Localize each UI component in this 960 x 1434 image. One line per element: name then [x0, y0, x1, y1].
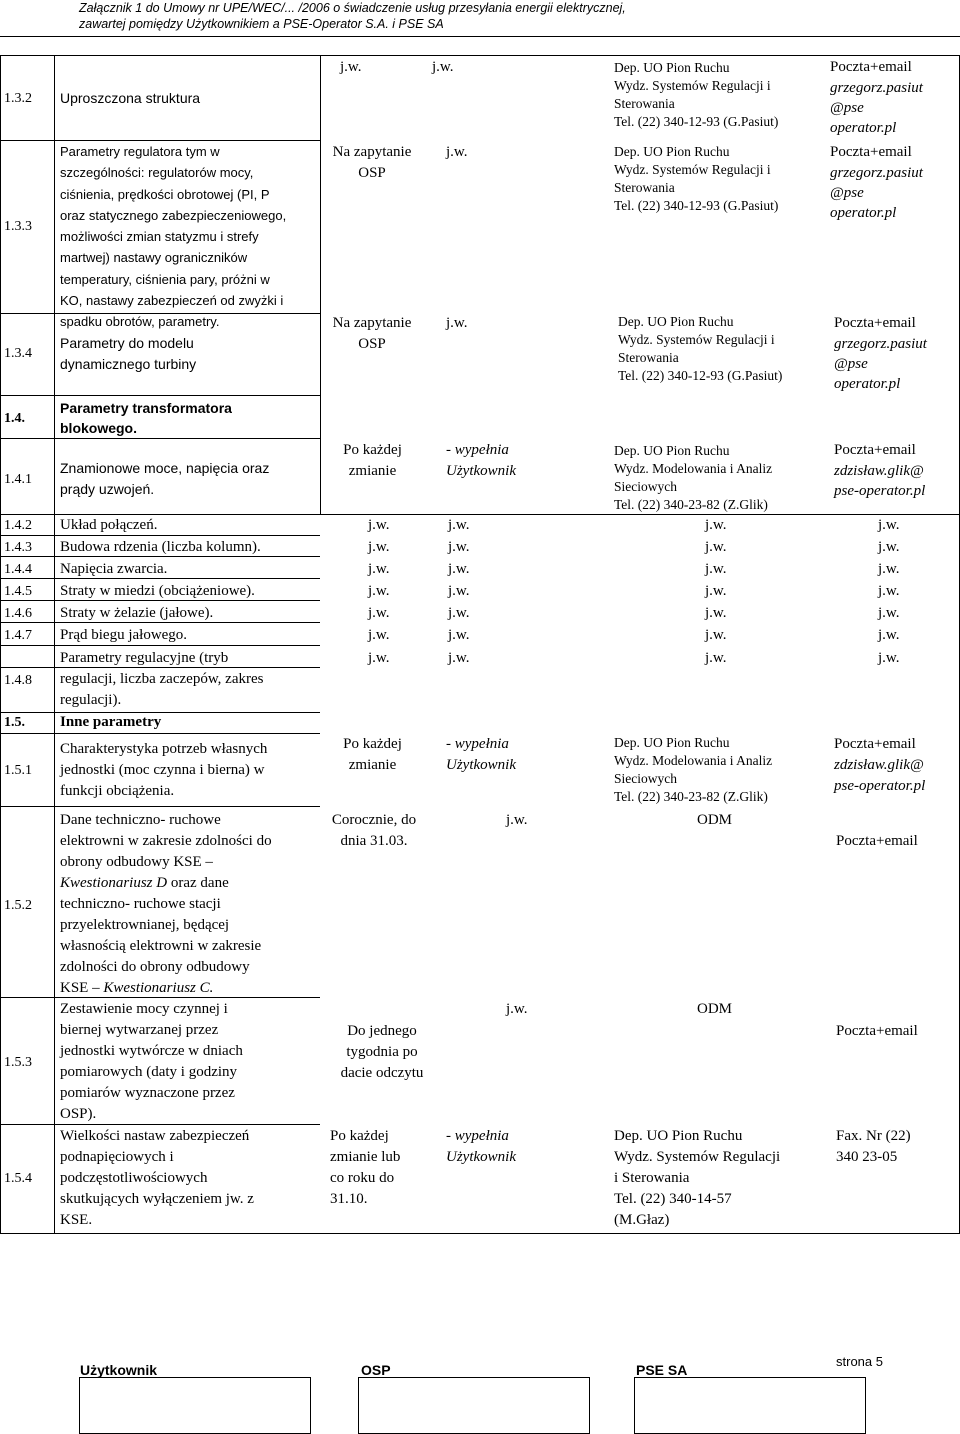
row-number: 1.4.3 [4, 540, 32, 555]
questionnaire-c: Kwestionariusz C. [103, 980, 214, 996]
frequency-cell: Po każdej zmianie [343, 442, 402, 479]
filler-cell: j.w. [446, 315, 468, 331]
row-description: Straty w miedzi (obciążeniowe). [60, 583, 255, 599]
filler-cell: - wypełnia Użytkownik [446, 1128, 516, 1165]
row-number: 1.5. [4, 715, 25, 730]
footer-user-label: Użytkownik [80, 1362, 158, 1378]
row-description: Uproszczona struktura [60, 90, 201, 106]
contact-cell: j.w. [705, 583, 727, 599]
contact-email: grzegorz.pasiut @pse operator.pl [834, 336, 927, 392]
contact-cell: Dep. UO Pion Ruchu Wydz. Systemów Regulacji i Sterowania Tel. (22) 340-12-93 (G.Pasiut) [614, 144, 779, 213]
section-heading: Parametry transformatora blokowego. [60, 400, 232, 436]
frequency-cell: Corocznie, do dnia 31.03. [331, 812, 417, 849]
row-description: Parametry regulacyjne (tryb regulacji, liczba zaczepów, zakres regulacji). [60, 650, 264, 708]
description-text: Dane techniczno- ruchowe elektrowni w zakresie zdolności do obrony odbudowy KSE – [60, 812, 272, 870]
row-description: Charakterystyka potrzeb własnych jednostki (moc czynna i bierna) w funkcji obciążenia. [60, 741, 268, 799]
row-number: 1.5.2 [4, 898, 32, 913]
filler-cell: j.w. [432, 59, 454, 75]
user-signature-box [79, 1377, 311, 1434]
row-number: 1.4.5 [4, 584, 32, 599]
contact-cell: j.w. [705, 605, 727, 621]
delivery-method: Poczta+email [836, 1023, 918, 1039]
frequency-cell: j.w. [368, 650, 390, 666]
contact-cell: j.w. [705, 539, 727, 555]
filler-cell: j.w. [448, 561, 470, 577]
contact-email: grzegorz.pasiut @pse operator.pl [830, 165, 923, 221]
contact-email: zdzisław.glik@ pse-operator.pl [834, 757, 926, 794]
filler-cell: j.w. [448, 517, 470, 533]
row-description: Znamionowe moce, napięcia oraz prądy uzwojeń. [60, 460, 270, 497]
filler-cell: j.w. [506, 812, 528, 828]
row-number: 1.4.7 [4, 628, 32, 643]
row-number: 1.3.3 [4, 219, 32, 234]
contact-cell: Dep. UO Pion Ruchu Wydz. Systemów Regulacji i Sterowania Tel. (22) 340-12-93 (G.Pasiut) [618, 314, 783, 383]
header-line-1: Załącznik 1 do Umowy nr UPE/WEC/... /2006 o świadczenie usług przesyłania energii elektrycznej, [79, 1, 626, 15]
row-description: Parametry do modelu dynamicznego turbiny [60, 335, 197, 372]
contact-cell: Dep. UO Pion Ruchu Wydz. Modelowania i Analiz Sieciowych Tel. (22) 340-23-82 (Z.Glik) [614, 443, 773, 512]
filler-cell: j.w. [448, 539, 470, 555]
frequency-cell: Do jednego tygodnia po dacie odczytu [340, 1023, 424, 1081]
contact-cell: j.w. [705, 627, 727, 643]
row-description: Napięcia zwarcia. [60, 561, 168, 577]
frequency-cell: j.w. [340, 59, 362, 75]
row-number: 1.5.3 [4, 1055, 32, 1070]
row-description: Wielkości nastaw zabezpieczeń podnapięciowych i podczęstotliwościowych skutkujących wyłączeniem jw. z KSE. [60, 1128, 254, 1228]
delivery-method: Poczta+email [830, 59, 912, 75]
delivery-method: j.w. [878, 605, 900, 621]
contact-cell: j.w. [705, 650, 727, 666]
row-number: 1.3.4 [4, 346, 32, 361]
delivery-method: j.w. [878, 627, 900, 643]
delivery-method: j.w. [878, 561, 900, 577]
delivery-method: Poczta+email [834, 736, 916, 752]
delivery-method: Poczta+email [830, 144, 912, 160]
frequency-cell: Po każdej zmianie [343, 736, 402, 773]
filler-cell: j.w. [506, 1001, 528, 1017]
frequency-cell: j.w. [368, 605, 390, 621]
delivery-method: j.w. [878, 539, 900, 555]
delivery-method: Poczta+email [834, 442, 916, 458]
delivery-method: Poczta+email [834, 315, 916, 331]
pse-signature-box [634, 1377, 866, 1434]
filler-cell: j.w. [448, 605, 470, 621]
frequency-cell: Na zapytanie OSP [332, 315, 412, 352]
frequency-cell: j.w. [368, 539, 390, 555]
row-number: 1.4.1 [4, 472, 32, 487]
row-description: Zestawienie mocy czynnej i biernej wytwarzanej przez jednostki wytwórcze w dniach pomiarowych (daty i godziny pomiarów wyznaczone przez OSP). [60, 1001, 243, 1122]
questionnaire-d: Kwestionariusz D [60, 875, 168, 891]
row-number: 1.4.2 [4, 518, 32, 533]
osp-signature-box [358, 1377, 590, 1434]
frequency-cell: j.w. [368, 561, 390, 577]
delivery-method: j.w. [878, 650, 900, 666]
delivery-method: j.w. [878, 517, 900, 533]
description-text: oraz dane techniczno- ruchowe stacji przyelektrownianej, będącej własnością elektrowni w zakresie zdolności do obrony odbudowy KSE – [60, 875, 262, 996]
contact-cell: j.w. [705, 561, 727, 577]
frequency-cell: j.w. [368, 517, 390, 533]
contact-cell: Dep. UO Pion Ruchu Wydz. Systemów Regulacji i Sterowania Tel. (22) 340-12-93 (G.Pasiut) [614, 60, 779, 129]
filler-cell: - wypełnia Użytkownik [446, 442, 516, 479]
delivery-method: Poczta+email [836, 833, 918, 849]
row-description: Układ połączeń. [60, 517, 158, 533]
delivery-method: Fax. Nr (22) 340 23-05 [836, 1128, 911, 1165]
row-number: 1.3.2 [4, 91, 32, 106]
contact-email: grzegorz.pasiut @pse operator.pl [830, 80, 923, 136]
row-description: Prąd biegu jałowego. [60, 627, 188, 643]
section-heading: Inne parametry [60, 714, 162, 730]
row-description: Parametry regulatora tym w szczególności: regulatorów mocy, ciśnienia, prędkości obrotowej (PI, P oraz statycznego zabezpieczeniowego, możliwości zmian statyzmu i strefy martwej) nastawy ograniczników temperatury, ciśnienia pary, próżni w KO, nastawy zabezpieczeń od zwyżki i spadku obrotów, parametry. [60, 144, 287, 330]
frequency-cell: Po każdej zmianie lub co roku do 31.10. [330, 1128, 401, 1207]
row-number: 1.4.6 [4, 606, 32, 621]
frequency-cell: j.w. [368, 583, 390, 599]
page-header [0, 0, 960, 37]
footer-osp-label: OSP [361, 1362, 391, 1378]
row-number: 1.5.4 [4, 1171, 32, 1186]
frequency-cell: j.w. [368, 627, 390, 643]
contact-email: zdzisław.glik@ pse-operator.pl [834, 463, 926, 499]
contact-cell: j.w. [705, 517, 727, 533]
filler-cell: j.w. [448, 583, 470, 599]
delivery-method: j.w. [878, 583, 900, 599]
contact-cell: ODM [697, 812, 733, 828]
contact-cell: Dep. UO Pion Ruchu Wydz. Modelowania i Analiz Sieciowych Tel. (22) 340-23-82 (Z.Glik) [614, 735, 773, 804]
frequency-cell: Na zapytanie OSP [332, 144, 412, 181]
filler-cell: - wypełnia Użytkownik [446, 736, 516, 773]
filler-cell: j.w. [448, 627, 470, 643]
filler-cell: j.w. [446, 144, 468, 160]
row-number: 1.4.8 [4, 673, 32, 688]
row-description: Straty w żelazie (jałowe). [60, 605, 214, 621]
row-description: Budowa rdzenia (liczba kolumn). [60, 539, 261, 555]
row-number: 1.4.4 [4, 562, 32, 577]
row-number: 1.5.1 [4, 763, 32, 778]
contact-cell: ODM [697, 1001, 733, 1017]
contact-cell: Dep. UO Pion Ruchu Wydz. Systemów Regulacji i Sterowania Tel. (22) 340-14-57 (M.Głaz) [614, 1128, 781, 1228]
header-line-2: zawartej pomiędzy Użytkownikiem a PSE-Operator S.A. i PSE SA [79, 17, 444, 31]
footer-pse-label: PSE SA [636, 1362, 688, 1378]
row-number: 1.4. [4, 411, 25, 426]
filler-cell: j.w. [448, 650, 470, 666]
page-number: strona 5 [836, 1354, 883, 1369]
row-description [60, 810, 272, 999]
